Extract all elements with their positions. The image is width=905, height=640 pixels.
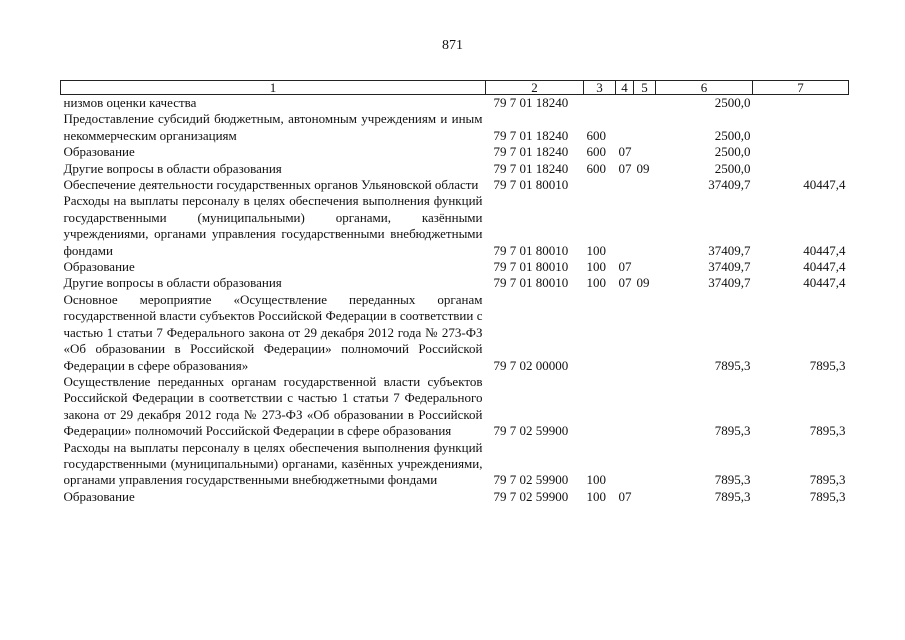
- row-pr: [634, 111, 656, 144]
- row-vr: 100: [586, 275, 606, 291]
- row-vr: 100: [586, 259, 606, 275]
- row-code: 79 7 02 59900: [493, 488, 569, 504]
- row-code: 79 7 02 00000: [493, 357, 569, 373]
- row-name: Осуществление переданных органам государственной власти субъектов Российской Федерации в соответствии с частью 1 статьи 7 Федерального закона от 29 декабря 2012 года № 273-ФЗ «Об образовании в Российской Федерации» полномочий Российской Федерации в сфере образования: [63, 373, 483, 439]
- table-row: [61, 95, 849, 112]
- row-pr: [634, 292, 656, 374]
- row-pr: [634, 144, 656, 160]
- row-value-1: 2500,0: [714, 127, 751, 143]
- row-vr: 600: [586, 127, 606, 143]
- table-row: [61, 177, 849, 193]
- row-pr: 09: [636, 160, 650, 176]
- row-value-2: [753, 95, 849, 112]
- header-col-2: 2: [486, 81, 584, 95]
- row-value-2: 7895,3: [809, 472, 846, 488]
- row-value-2: [753, 161, 849, 177]
- table-row: [61, 193, 849, 259]
- row-value-2: 7895,3: [809, 488, 846, 504]
- header-col-7: 7: [753, 81, 849, 95]
- row-vr: 600: [586, 144, 606, 160]
- row-pr: [634, 489, 656, 505]
- row-vr: [584, 95, 616, 112]
- row-name: Обеспечение деятельности государственных органов Ульяновской области: [63, 177, 479, 193]
- row-vr: [584, 177, 616, 193]
- row-pr: 09: [636, 275, 650, 291]
- row-code: 79 7 01 18240: [493, 95, 569, 110]
- row-name: Образование: [63, 488, 135, 504]
- row-rz: 07: [618, 488, 632, 504]
- row-rz: 07: [618, 144, 632, 160]
- row-rz: [616, 111, 634, 144]
- row-value-1: 37409,7: [708, 242, 751, 258]
- row-value-2: 40447,4: [803, 259, 846, 275]
- table-row: [61, 440, 849, 489]
- row-value-1: 2500,0: [714, 160, 751, 176]
- header-col-6: 6: [656, 81, 753, 95]
- row-pr: [634, 440, 656, 489]
- row-name: Основное мероприятие «Осуществление переданных органам государственной власти субъектов Российской Федерации в соответствии с частью 1 статьи 7 Федерального закона от 29 декабря 2012 года № 273-ФЗ «Об образовании в Российской Федерации» полномочий Российской Федерации в сфере образования»: [63, 291, 483, 373]
- row-code: 79 7 01 18240: [493, 160, 569, 176]
- row-rz: [616, 193, 634, 259]
- header-col-4: 4: [616, 81, 634, 95]
- header-row: [61, 81, 849, 95]
- row-code: 79 7 01 18240: [493, 144, 569, 160]
- row-value-1: 2500,0: [714, 144, 751, 160]
- row-vr: 100: [586, 242, 606, 258]
- row-value-1: 7895,3: [714, 472, 751, 488]
- row-value-2: 40447,4: [803, 275, 846, 291]
- row-code: 79 7 01 18240: [493, 127, 569, 143]
- row-value-1: 37409,7: [708, 259, 751, 275]
- row-vr: 100: [586, 488, 606, 504]
- row-name: Предоставление субсидий бюджетным, автономным учреждениям и иным некоммерческим организациям: [63, 111, 483, 143]
- row-rz: 07: [618, 160, 632, 176]
- row-name: Расходы на выплаты персоналу в целях обеспечения выполнения функций государственными (муниципальными) органами, казённых учреждениями, органами управления государственными внебюджетными фондами: [63, 439, 483, 488]
- row-code: 79 7 01 80010: [493, 259, 569, 275]
- header-col-3: 3: [584, 81, 616, 95]
- row-vr: [584, 374, 616, 440]
- row-value-2: 40447,4: [803, 242, 846, 258]
- row-value-1: 7895,3: [714, 423, 751, 439]
- row-name: Другие вопросы в области образования: [63, 275, 282, 291]
- row-rz: [616, 440, 634, 489]
- row-rz: 07: [618, 259, 632, 275]
- row-code: 79 7 01 80010: [493, 275, 569, 291]
- row-pr: [634, 374, 656, 440]
- row-name: Расходы на выплаты персоналу в целях обеспечения выполнения функций государственными (муниципальными) органами, казёнными учреждениями, органами управления государственными внебюджетными фондами: [63, 193, 483, 258]
- table-row: [61, 144, 849, 160]
- row-value-2: 7895,3: [809, 357, 846, 373]
- row-rz: [616, 177, 634, 193]
- row-name: Образование: [63, 144, 135, 160]
- budget-table: [60, 80, 849, 505]
- table-row: [61, 259, 849, 275]
- row-vr: [584, 292, 616, 374]
- row-value-2: [753, 111, 849, 144]
- row-code: 79 7 01 80010: [493, 177, 569, 193]
- row-pr: [634, 95, 656, 112]
- table-header: [61, 81, 849, 95]
- header-col-5: 5: [634, 81, 656, 95]
- row-rz: [616, 292, 634, 374]
- row-value-1: 7895,3: [714, 357, 751, 373]
- row-name: Образование: [63, 259, 135, 275]
- table-row: [61, 489, 849, 505]
- row-rz: 07: [618, 275, 632, 291]
- row-value-1: 37409,7: [708, 177, 751, 193]
- table-row: [61, 292, 849, 374]
- table-body: [61, 95, 849, 506]
- row-rz: [616, 95, 634, 112]
- table-row: [61, 161, 849, 177]
- row-code: 79 7 02 59900: [493, 472, 569, 488]
- row-name: Другие вопросы в области образования: [63, 160, 282, 176]
- row-value-1: 37409,7: [708, 275, 751, 291]
- header-col-1: 1: [61, 81, 486, 95]
- row-value-2: 7895,3: [809, 423, 846, 439]
- row-name: низмов оценки качества: [63, 95, 197, 110]
- row-value-2: [753, 144, 849, 160]
- row-value-1: 7895,3: [714, 488, 751, 504]
- row-value-2: 40447,4: [803, 177, 846, 193]
- row-rz: [616, 374, 634, 440]
- row-vr: 100: [586, 472, 606, 488]
- row-value-1: 2500,0: [714, 95, 751, 110]
- row-pr: [634, 259, 656, 275]
- row-code: 79 7 02 59900: [493, 423, 569, 439]
- page-number: 871: [442, 38, 463, 53]
- row-pr: [634, 193, 656, 259]
- table-row: [61, 275, 849, 291]
- row-pr: [634, 177, 656, 193]
- row-vr: 600: [586, 160, 606, 176]
- table-row: [61, 374, 849, 440]
- row-code: 79 7 01 80010: [493, 242, 569, 258]
- table-row: [61, 111, 849, 144]
